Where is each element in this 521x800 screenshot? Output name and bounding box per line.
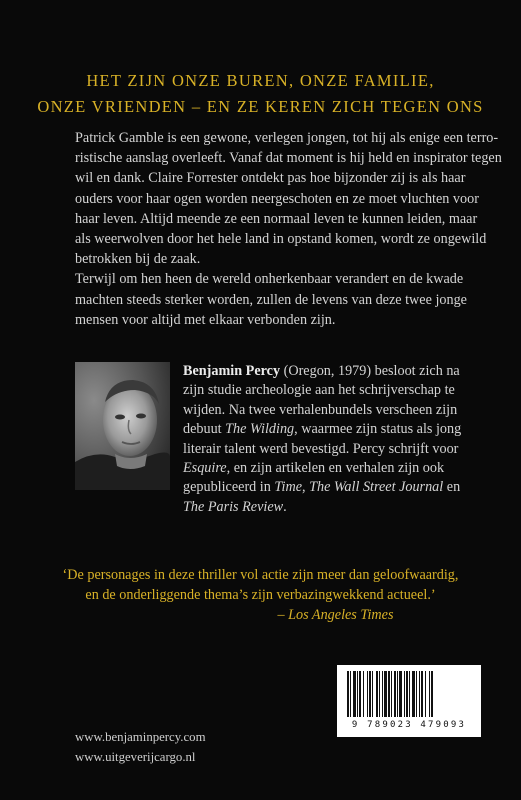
blurb-line: ristische aanslag overleeft. Vanaf dat moment is hij held en inspirator tegen: [75, 150, 502, 167]
author-bio-line: Esquire, en zijn artikelen en verhalen zijn ook: [183, 460, 445, 477]
author-bio-line: gepubliceerd in Time, The Wall Street Journal en: [183, 479, 461, 496]
review-quote: [0, 566, 521, 625]
blurb-line: betrokken bij de zaak.: [75, 251, 201, 268]
author-portrait-image: [75, 362, 170, 490]
publication-time: Time: [274, 479, 302, 496]
publication-wsj: The Wall Street Journal: [309, 479, 444, 496]
blurb-line: haar leven. Altijd meende ze een normaal leven te kunnen leiden, maar: [75, 210, 478, 227]
publication-esquire: Esquire: [183, 460, 227, 477]
author-website-link[interactable]: www.benjaminpercy.com: [75, 730, 206, 744]
headline: [0, 68, 521, 120]
author-bio-line: wijden. Na twee verhalenbundels verscheen zijn: [183, 401, 458, 418]
quote-line-2: en de onderliggende thema’s zijn verbazingwekkend actueel.’: [85, 586, 436, 603]
headline-line-2: ONZE VRIENDEN – EN ZE KEREN ZICH TEGEN ONS: [37, 97, 484, 116]
isbn-barcode: [337, 665, 481, 737]
book-blurb: [75, 128, 515, 330]
author-bio-line: Benjamin Percy (Oregon, 1979) besloot zich na: [183, 363, 460, 379]
blurb-line: mensen voor altijd met elkaar verbonden zijn.: [75, 311, 336, 328]
headline-line-1: HET ZIJN ONZE BUREN, ONZE FAMILIE,: [86, 71, 435, 90]
website-links: [75, 727, 206, 767]
author-bio-line: zijn studie archeologie aan het schrijverschap te: [183, 382, 455, 399]
blurb-line: Terwijl om hen heen de wereld onherkenbaar verandert en de kwade: [75, 271, 464, 288]
publisher-website-link[interactable]: www.uitgeverijcargo.nl: [75, 750, 196, 764]
author-photo: [75, 362, 170, 490]
author-name: Benjamin Percy: [183, 363, 281, 379]
quote-source: – Los Angeles Times: [277, 606, 394, 623]
author-bio: [183, 362, 518, 517]
quote-line-1: ‘De personages in deze thriller vol actie zijn meer dan geloofwaardig,: [62, 567, 459, 583]
blurb-line: als weerwolven door het hele land in opstand komen, wordt ze ongewild: [75, 231, 487, 248]
blurb-line: machten steeds sterker worden, zullen de levens van deze twee jonge: [75, 291, 467, 308]
blurb-line: ouders voor haar ogen worden neergeschoten en ze moet vluchten voor: [75, 190, 479, 207]
blurb-line: wil en dank. Claire Forrester ontdekt pas hoe bijzonder zij is als haar: [75, 170, 466, 187]
isbn-number: 9 789023 479093: [351, 720, 467, 730]
author-bio-line: debuut The Wilding, waarmee zijn status als jong: [183, 421, 462, 438]
publication-paris-review: The Paris Review: [183, 498, 284, 515]
barcode-bars: [345, 671, 473, 719]
book-title: The Wilding: [225, 421, 295, 438]
author-bio-line: The Paris Review.: [183, 498, 287, 515]
author-bio-line: literair talent werd bevestigd. Percy schrijft voor: [183, 440, 459, 457]
blurb-line: Patrick Gamble is een gewone, verlegen jongen, tot hij als enige een terro-: [75, 130, 499, 146]
